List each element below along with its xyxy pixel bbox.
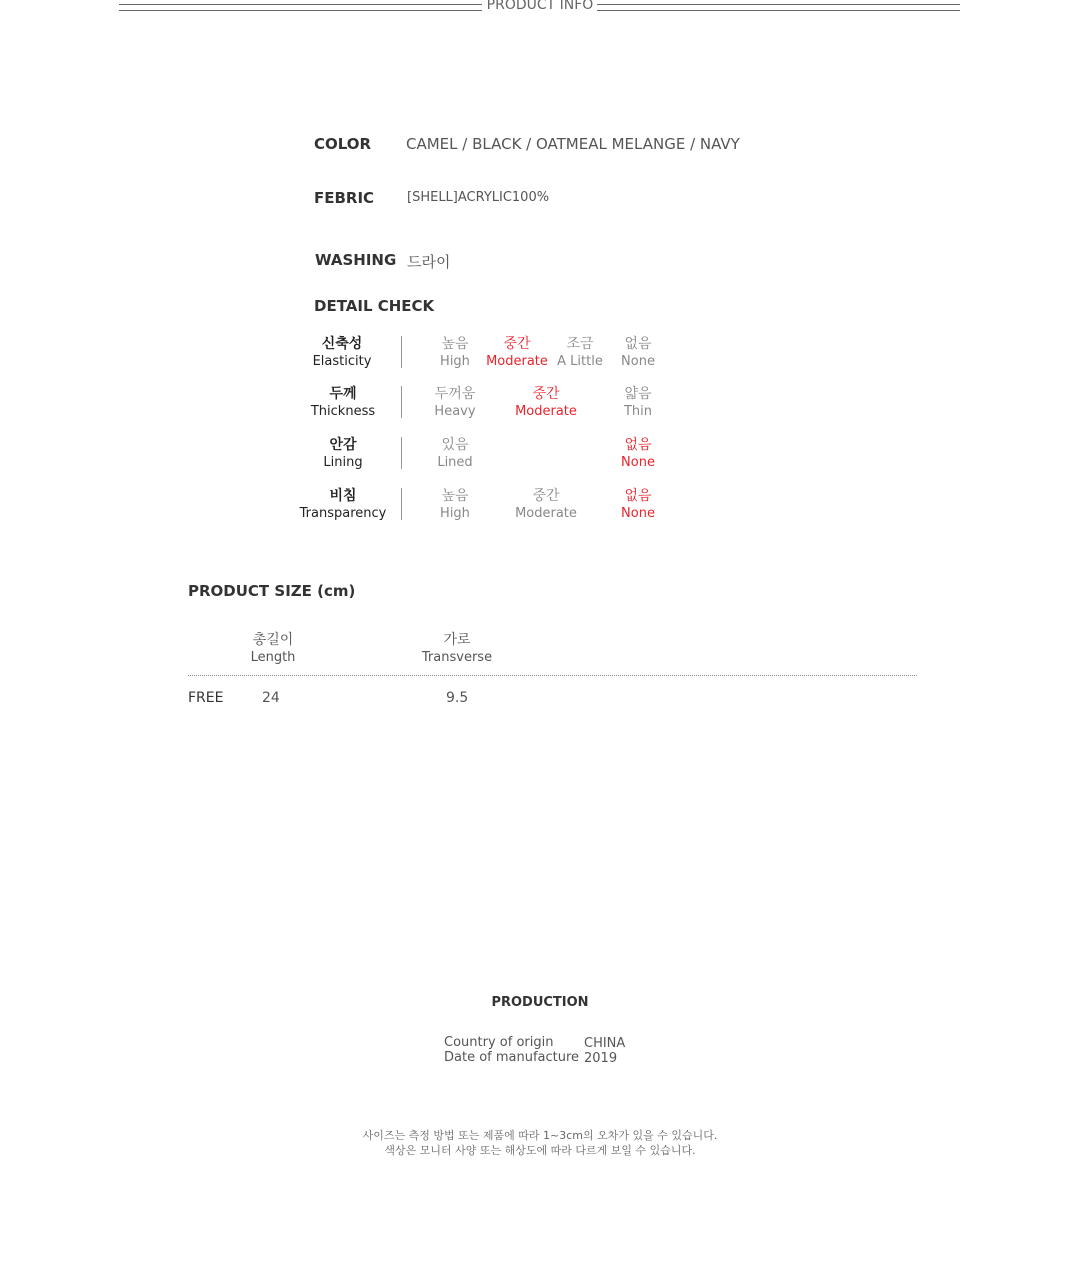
washing-value: 드라이 [407, 253, 451, 271]
option-lined: 있음 Lined [437, 437, 473, 470]
size-column-length: 총길이 Length [250, 632, 296, 665]
size-column-transverse: 가로 Transverse [421, 632, 493, 665]
option-high: 높음 High [440, 336, 470, 369]
fabric-value: [SHELL]ACRYLIC100% [407, 190, 550, 205]
color-note: 색상은 모니터 사양 또는 해상도에 따라 다르게 보일 수 있습니다. [384, 1144, 696, 1157]
size-row-label: FREE [188, 690, 224, 706]
detail-check-title: DETAIL CHECK [314, 297, 435, 315]
option-a-little: 조금 A Little [557, 336, 603, 369]
option-none-selected: 없음 None [621, 437, 655, 470]
option-none: 없음 None [621, 336, 655, 369]
color-value: CAMEL / BLACK / OATMEAL MELANGE / NAVY [406, 135, 740, 153]
date-label: Date of manufacture [444, 1050, 580, 1065]
fabric-label: FEBRIC [314, 189, 375, 207]
washing-label: WASHING [315, 251, 397, 269]
size-note: 사이즈는 측정 방법 또는 제품에 따라 1~3cm의 오차가 있을 수 있습니다. [362, 1129, 718, 1142]
product-size-title: PRODUCT SIZE (cm) [188, 582, 356, 600]
origin-value: CHINA [584, 1036, 626, 1051]
divider [401, 437, 402, 469]
page-title: PRODUCT INFO [486, 0, 594, 13]
option-moderate: 중간 Moderate [515, 488, 577, 521]
date-value: 2019 [584, 1051, 618, 1066]
size-value-transverse: 9.5 [446, 690, 469, 706]
divider [401, 386, 402, 418]
option-none-selected: 없음 None [621, 488, 655, 521]
divider [401, 336, 402, 368]
option-heavy: 두꺼움 Heavy [434, 386, 476, 419]
detail-row-label-transparency: 비침 Transparency [299, 488, 387, 521]
size-table-divider [188, 675, 917, 676]
size-value-length: 24 [262, 690, 280, 706]
detail-row-label-lining: 안감 Lining [323, 437, 363, 470]
divider [401, 488, 402, 520]
detail-row-label-elasticity: 신축성 Elasticity [312, 336, 372, 369]
production-title: PRODUCTION [491, 995, 589, 1010]
detail-row-label-thickness: 두께 Thickness [310, 386, 376, 419]
option-thin: 얇음 Thin [623, 386, 653, 419]
origin-label: Country of origin [444, 1035, 554, 1050]
option-high: 높음 High [440, 488, 470, 521]
color-label: COLOR [314, 135, 372, 153]
option-moderate-selected: 중간 Moderate [486, 336, 548, 369]
option-moderate-selected: 중간 Moderate [515, 386, 577, 419]
